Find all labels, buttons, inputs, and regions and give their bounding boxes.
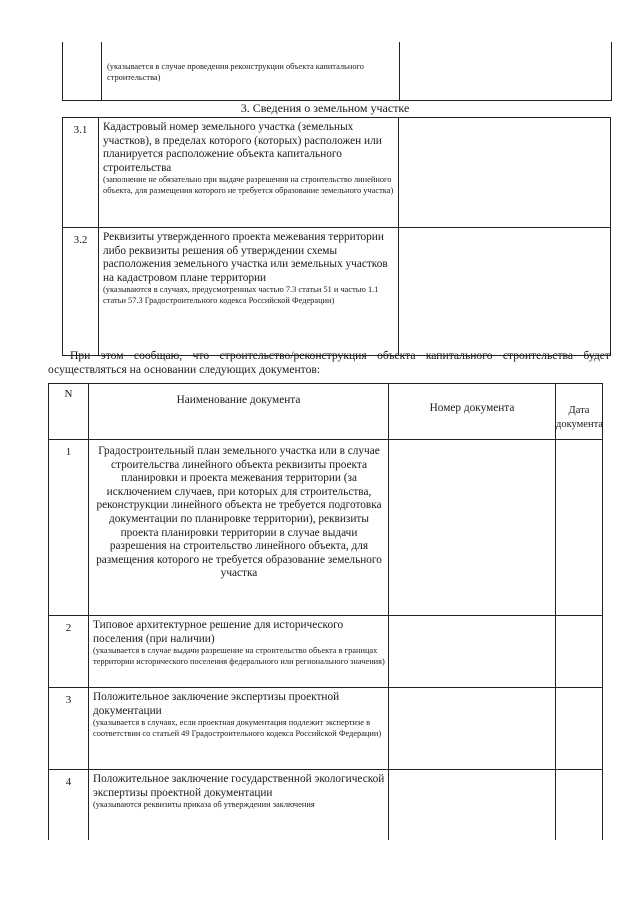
table-row [49, 770, 603, 840]
column-divider [101, 42, 102, 100]
documents-intro: При этом сообщаю, что строительство/реконструкция объекта капитального строительства будет осуществляться на основании следующих документов: [48, 349, 610, 376]
row-number: 4 [49, 770, 89, 840]
reconstruction-note: (указывается в случае проведения реконструкции объекта капитального строительства) [107, 62, 364, 82]
table-header-row [49, 384, 603, 440]
row-note: (указываются реквизиты приказа об утверждении заключения [93, 800, 315, 810]
number-cell [389, 688, 556, 770]
table-row [63, 228, 611, 356]
row-number: 2 [49, 616, 89, 688]
header-number: Номер документа [389, 384, 556, 440]
row-note: (указываются в случаях, предусмотренных частью 7.3 статьи 51 и частью 1.1 статьи 57.3 Градостроительного кодекса Российской Федерации) [103, 285, 379, 305]
header-date: Дата документа [556, 384, 603, 440]
row-number: 1 [49, 440, 89, 616]
section-title: 3. Сведения о земельном участке [240, 101, 410, 115]
value-cell [399, 118, 611, 228]
documents-table [48, 383, 603, 840]
land-plot-table [62, 117, 611, 356]
row-text: Типовое архитектурное решение для исторического поселения (при наличии) [93, 619, 344, 645]
value-cell [399, 228, 611, 356]
row-number: 3.2 [63, 228, 99, 356]
row-number: 3.1 [63, 118, 99, 228]
table-row [49, 688, 603, 770]
header-num: N [49, 384, 89, 440]
row-number: 3 [49, 688, 89, 770]
column-divider [399, 42, 400, 100]
date-cell [556, 688, 603, 770]
date-cell [556, 770, 603, 840]
table-row [49, 440, 603, 616]
row-text: Реквизиты утвержденного проекта межевания территории либо реквизиты решения об утверждении схемы расположения земельного участка или земельных участков на кадастровом плане территории [103, 231, 388, 284]
row-text: Положительное заключение экспертизы проектной документации [93, 691, 340, 717]
previous-table-fragment [62, 42, 612, 101]
header-name: Наименование документа [89, 384, 389, 440]
date-cell [556, 616, 603, 688]
row-note: (заполнение не обязательно при выдаче разрешения на строительство линейного объекта, для размещения которого не требуется образование земельного участка) [103, 175, 394, 195]
row-note: (указывается в случаях, если проектная документация подлежит экспертизе в соответствии со статьей 49 Градостроительного кодекса Российской Федерации) [93, 718, 382, 738]
table-row [63, 118, 611, 228]
row-text: Кадастровый номер земельного участка (земельных участков), в пределах которого (которых) расположен или планируется расположение объекта капитального строительства [103, 121, 382, 174]
number-cell [389, 440, 556, 616]
table-row [49, 616, 603, 688]
number-cell [389, 616, 556, 688]
row-note: (указывается в случае выдачи разрешение на строительство объекта в границах территории исторического поселения федерального или регионального значения) [93, 646, 385, 666]
number-cell [389, 770, 556, 840]
row-text: Положительное заключение государственной экологической экспертизы проектной документации [93, 773, 385, 799]
date-cell [556, 440, 603, 616]
row-text: Градостроительный план земельного участка или в случае строительства линейного объекта реквизиты проекта планировки и проекта межевания территории (за исключением случаев, при которых для строительства, реконструкции линейного объекта не требуется подготовка документации по планировке территории), реквизиты проекта планировки территории в случае выдачи разрешения на строительство линейного объекта, для размещения которого не требуется образование земельного участка [96, 445, 382, 580]
